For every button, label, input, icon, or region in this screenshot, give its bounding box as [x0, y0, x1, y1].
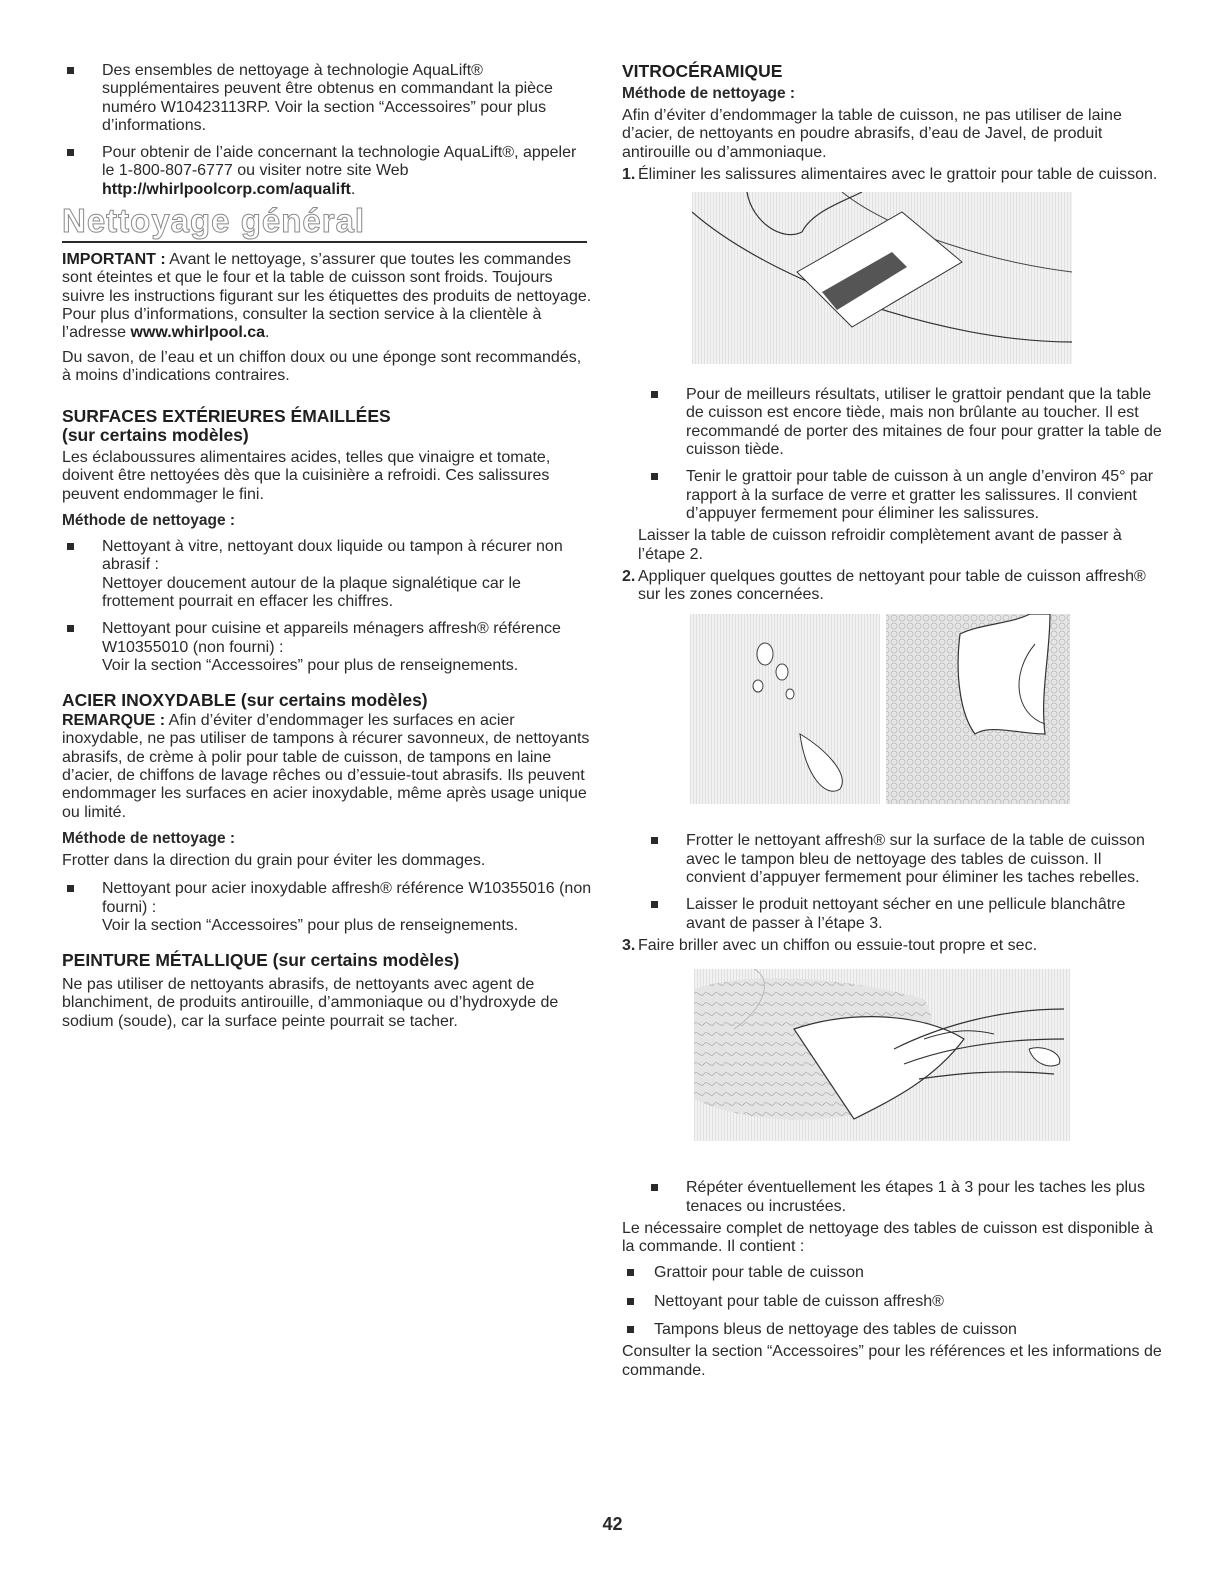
whirlpool-link[interactable]: www.whirlpool.ca	[130, 324, 266, 342]
stainless-method-label: Méthode de nettoyage :	[62, 829, 236, 847]
metallic-text: Ne pas utiliser de nettoyants abrasifs, de nettoyants avec agent de blanchiment, de produits antirouille, d’ammoniaque ou d’hydroxyde de sodium (soude), car la surface peinte pourrait se tacher.	[62, 976, 559, 1030]
list-item: Nettoyant pour table de cuisson affresh®	[622, 1293, 1162, 1311]
step-number: 2.	[622, 567, 636, 585]
list-item: Grattoir pour table de cuisson	[622, 1264, 1162, 1282]
cleanser-illustration	[690, 614, 1070, 804]
list-item-line: Nettoyer doucement autour de la plaque signalétique car le frottement pourrait en effacer les chiffres.	[102, 574, 521, 610]
list-item: Tenir le grattoir pour table de cuisson à un angle d’environ 45° par rapport à la surface de verre et gratter les salissures. Il convient d’appuyer fermement pour éliminer les salissures.	[646, 468, 1162, 523]
ceramic-intro: Afin d’éviter d’endommager la table de cuisson, ne pas utiliser de laine d’acier, de nettoyants en poudre abrasifs, d’eau de Javel, de produit antirouille ou d’ammoniaque.	[622, 107, 1122, 161]
list-item-text: Pour obtenir de l’aide concernant la technologie AquaLift®, appeler le 1-800-807-6777 ou visiter notre site Web	[102, 144, 577, 180]
section-title: Nettoyage général	[62, 202, 366, 240]
list-item: Pour obtenir de l’aide concernant la technologie AquaLift®, appeler le 1-800-807-6777 ou visiter notre site Web http://whirlpoolcorp.com/aqualift.	[62, 144, 592, 199]
ceramic-method-label: Méthode de nettoyage :	[622, 85, 796, 102]
list-item: Pour de meilleurs résultats, utiliser le grattoir pendant que la table de cuisson est encore tiède, mais non brûlante au toucher. Il est recommandé de porter des mitaines de four pour gratter la table de cuisson tiède.	[646, 386, 1162, 459]
important-paragraph: IMPORTANT : Avant le nettoyage, s’assurer que toutes les commandes sont éteintes et que le four et la table de cuisson sont froids. Toujours suivre les instructions figurant sur les étiquettes des produits de nettoyage. Pour plus d’informations, consulter la section service à la clientèle à l’adresse www.whirlpool.ca.	[62, 251, 592, 342]
step-number: 3.	[622, 936, 636, 954]
scraper-illustration	[692, 192, 1072, 364]
aqualift-link[interactable]: http://whirlpoolcorp.com/aqualift	[102, 180, 351, 198]
list-item: Des ensembles de nettoyage à technologie AquaLift® supplémentaires peuvent être obtenus en commandant la pièce numéro W10423113RP. Voir la section “Accessoires” pour plus d’informations.	[62, 62, 592, 135]
list-item	[62, 538, 592, 611]
list-item-line: Voir la section “Accessoires” pour plus de renseignements.	[102, 916, 519, 934]
step-number: 1.	[622, 165, 636, 183]
list-item	[62, 880, 592, 935]
note-text: Afin d’éviter d’endommager les surfaces en acier inoxydable, ne pas utiliser de tampons à récurer savonneux, de nettoyants abrasifs, de crème à polir pour table de cuisson, de tampons en laine d’acier, de chiffons de lavage rêches ou d’essuie-tout abrasifs. Ils peuvent endommager les surfaces en acier inoxydable, même après usage unique ou limité.	[62, 712, 590, 821]
note-label: REMARQUE :	[62, 712, 166, 730]
section-divider	[62, 241, 587, 243]
list-item: Tampons bleus de nettoyage des tables de cuisson	[622, 1321, 1162, 1339]
list-item: Frotter le nettoyant affresh® sur la surface de la table de cuisson avec le tampon bleu de nettoyage des tables de cuisson. Il convient d’appuyer fermement pour éliminer les taches rebelles.	[646, 832, 1162, 887]
list-item: Répéter éventuellement les étapes 1 à 3 pour les taches les plus tenaces ou incrustées.	[646, 1179, 1162, 1216]
list-item	[62, 620, 592, 675]
enamel-subheading: (sur certains modèles)	[62, 425, 249, 446]
list-item: Laisser le produit nettoyant sécher en une pellicule blanchâtre avant de passer à l’étape 3.	[646, 896, 1162, 933]
stainless-heading: ACIER INOXYDABLE (sur certains modèles)	[62, 690, 428, 711]
list-item-line: Voir la section “Accessoires” pour plus de renseignements.	[102, 656, 519, 674]
step1-after-text: Laisser la table de cuisson refroidir complètement avant de passer à l’étape 2.	[638, 527, 1122, 563]
enamel-text: Les éclaboussures alimentaires acides, telles que vinaigre et tomate, doivent être nettoyées dès que la cuisinière a refroidi. Ces salissures peuvent endommager le fini.	[62, 449, 551, 503]
list-item-line: Nettoyant pour cuisine et appareils ménagers affresh® référence W10355010 (non fourni) :	[102, 620, 561, 656]
stainless-method-text: Frotter dans la direction du grain pour éviter les dommages.	[62, 851, 486, 869]
stainless-note	[62, 712, 592, 822]
kit-after-text: Consulter la section “Accessoires” pour les références et les informations de commande.	[622, 1343, 1162, 1379]
step-1	[622, 166, 1162, 184]
right-column	[622, 62, 1162, 1380]
metallic-heading: PEINTURE MÉTALLIQUE (sur certains modèles)	[62, 950, 460, 971]
general-text: Du savon, de l’eau et un chiffon doux ou une éponge sont recommandés, à moins d’indications contraires.	[62, 348, 582, 384]
step-text: Appliquer quelques gouttes de nettoyant pour table de cuisson affresh® sur les zones concernées.	[638, 567, 1146, 604]
step-2	[622, 568, 1162, 605]
polishing-illustration	[694, 969, 1070, 1141]
important-label: IMPORTANT :	[62, 251, 166, 269]
enamel-method-label: Méthode de nettoyage :	[62, 512, 236, 530]
step-text: Éliminer les salissures alimentaires avec le grattoir pour table de cuisson.	[638, 165, 1158, 183]
important-text: Avant le nettoyage, s’assurer que toutes les commandes sont éteintes et que le four et la table de cuisson sont froids. Toujours suivre les instructions figurant sur les étiquettes des produits de nettoyage. Pour plus d’informations, consulter la section service à la clientèle à l’adresse	[62, 251, 592, 342]
page-number: 42	[602, 1514, 623, 1534]
step-text: Faire briller avec un chiffon ou essuie-tout propre et sec.	[638, 936, 1038, 954]
step-3	[622, 937, 1162, 955]
kit-text: Le nécessaire complet de nettoyage des tables de cuisson est disponible à la commande. Il contient :	[622, 1219, 1154, 1256]
ceramic-heading: VITROCÉRAMIQUE	[622, 61, 783, 81]
left-column	[62, 62, 592, 1031]
enamel-heading: SURFACES EXTÉRIEURES ÉMAILLÉES	[62, 406, 391, 427]
list-item-line: Nettoyant pour acier inoxydable affresh® référence W10355016 (non fourni) :	[102, 880, 592, 916]
list-item-line: Nettoyant à vitre, nettoyant doux liquide ou tampon à récurer non abrasif :	[102, 538, 563, 574]
